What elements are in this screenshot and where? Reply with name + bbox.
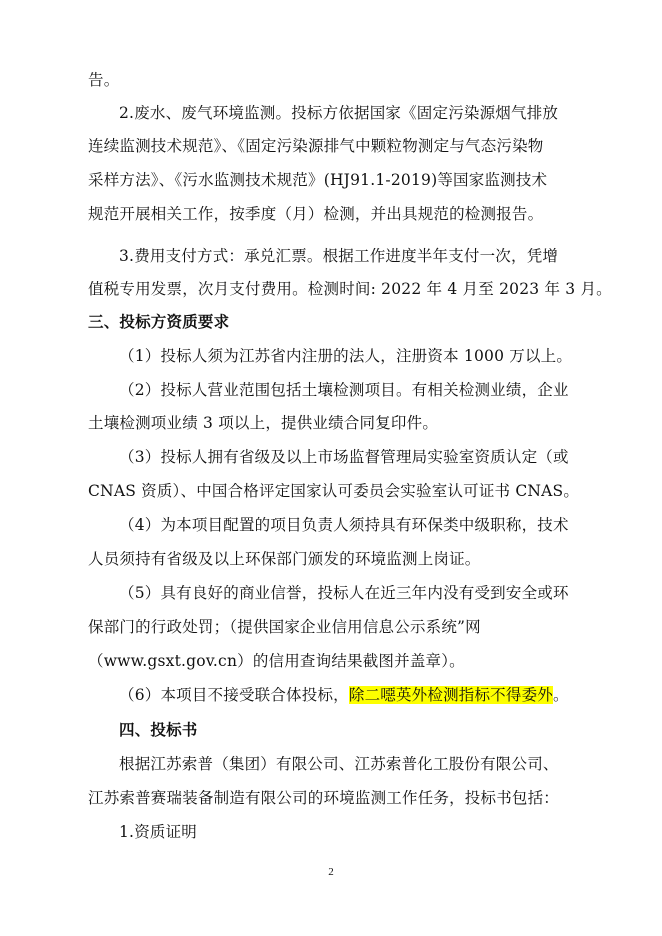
paragraph-line: （1）投标人须为江苏省内注册的法人，注册资本 1000 万以上。: [119, 347, 573, 365]
paragraph-line: 规范开展相关工作，按季度（月）检测，并出具规范的检测报告。: [88, 205, 544, 223]
paragraph-line: （4）为本项目配置的项目负责人须持具有环保类中级职称，技术: [119, 516, 569, 534]
line-text: 。: [552, 686, 569, 704]
paragraph-line: 人员须持有省级及以上环保部门颁发的环境监测上岗证。: [88, 550, 481, 568]
paragraph-line: 保部门的行政处罚；（提供国家企业信用信息公示系统”网: [88, 618, 481, 636]
paragraph-line: （5）具有良好的商业信誉，投标人在近三年内没有受到安全或环: [119, 584, 569, 602]
paragraph-line: （3）投标人拥有省级及以上市场监督管理局实验室资质认定（或: [119, 448, 569, 466]
page-number: 2: [328, 866, 334, 878]
paragraph-line: （2）投标人营业范围包括土壤检测项目。有相关检测业绩，企业: [119, 381, 569, 399]
paragraph-line: 告。: [88, 71, 120, 89]
line-text: （6）本项目不接受联合体投标，: [119, 686, 349, 704]
paragraph-line: 1.资质证明: [119, 823, 197, 841]
highlighted-text: 除二噁英外检测指标不得委外: [348, 686, 553, 704]
paragraph-line: 土壤检测项业绩 3 项以上，提供业绩合同复印件。: [88, 414, 439, 432]
paragraph-line: 值税专用发票，次月支付费用。检测时间: 2022 年 4 月至 2023 年 3 月。: [88, 280, 612, 298]
paragraph-line: CNAS 资质）、中国合格评定国家认可委员会实验室认可证书 CNAS。: [88, 482, 580, 500]
section-heading: 四、投标书: [119, 720, 198, 739]
paragraph-line: 连续监测技术规范》、《固定污染源排气中颗粒物测定与气态污染物: [88, 137, 544, 155]
paragraph-line: 3.费用支付方式：承兑汇票。根据工作进度半年支付一次，凭增: [119, 247, 559, 265]
paragraph-line: （www.gsxt.gov.cn）的信用查询结果截图并盖章）。: [88, 652, 465, 670]
paragraph-line: 2.废水、废气环境监测。投标方依据国家《固定污染源烟气排放: [119, 104, 559, 122]
paragraph-line: 江苏索普赛瑞装备制造有限公司的环境监测工作任务，投标书包括：: [88, 789, 560, 807]
paragraph-line: [119, 685, 579, 705]
paragraph-line: 根据江苏索普（集团）有限公司、江苏索普化工股份有限公司、: [119, 755, 559, 773]
section-heading: 三、投标方资质要求: [88, 312, 230, 331]
paragraph-line: 采样方法》、《污水监测技术规范》(HJ91.1-2019)等国家监测技术: [88, 171, 548, 189]
